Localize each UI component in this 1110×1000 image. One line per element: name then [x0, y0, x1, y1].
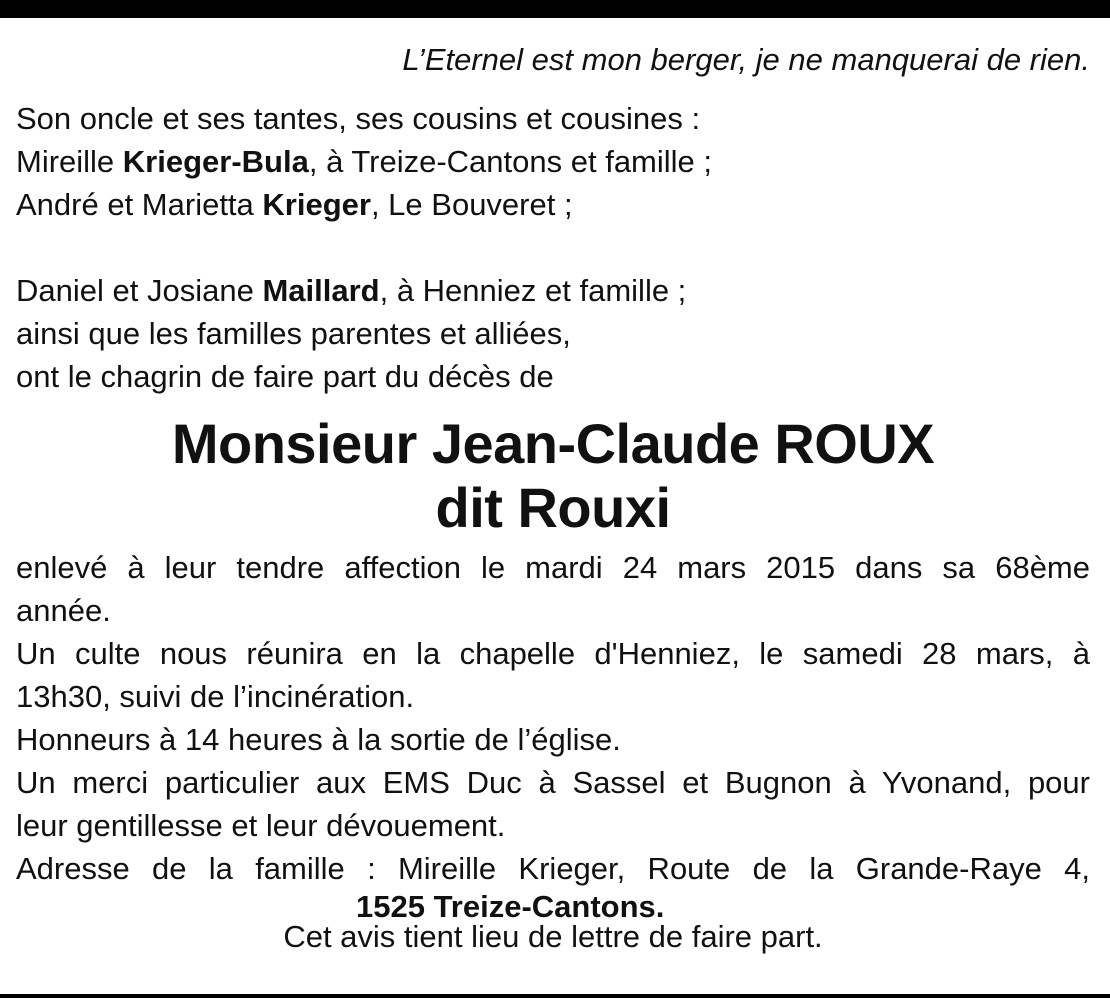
family-line-maillard: Daniel et Josiane Maillard, à Henniez et famille ;	[16, 273, 687, 308]
closing-note: Cet avis tient lieu de lettre de faire part.	[283, 919, 823, 954]
service-line: Un culte nous réunira en la chapelle d'Henniez, le samedi 28 mars, à	[16, 636, 1090, 671]
family-address: Adresse de la famille : Mireille Krieger, Route de la Grande-Raye 4,	[16, 851, 1090, 886]
surname: Maillard	[262, 273, 380, 308]
surname: Krieger	[262, 187, 371, 222]
service-line-end: 13h30, suivi de l’incinération.	[16, 679, 415, 714]
bottom-border-rule	[0, 994, 1110, 998]
thanks-line: Un merci particulier aux EMS Duc à Sassel et Bugnon à Yvonand, pour	[16, 765, 1090, 800]
deceased-name: Monsieur Jean-Claude ROUX	[171, 412, 935, 475]
surname: Krieger-Bula	[122, 144, 309, 179]
epigraph: L’Eternel est mon berger, je ne manquerai de rien.	[402, 42, 1090, 77]
death-date-line-end: année.	[16, 593, 111, 628]
thanks-line-end: leur gentillesse et leur dévouement.	[16, 808, 506, 843]
family-line-krieger: André et Marietta Krieger, Le Bouveret ;	[16, 187, 573, 222]
death-notice	[16, 38, 1090, 952]
top-border-rule	[0, 0, 1110, 18]
death-date-line: enlevé à leur tendre affection le mardi 24 mars 2015 dans sa 68ème	[16, 550, 1090, 585]
family-line-relatives: ainsi que les familles parentes et alliées,	[16, 316, 571, 351]
spacer	[16, 226, 1090, 269]
deceased-nickname: dit Rouxi	[435, 476, 671, 539]
announcement-line: ont le chagrin de faire part du décès de	[16, 359, 554, 394]
deceased-name-block	[16, 412, 1090, 540]
family-address-city: 1525 Treize-Cantons.	[356, 889, 665, 924]
family-intro: Son oncle et ses tantes, ses cousins et cousines :	[16, 101, 701, 136]
honours-line: Honneurs à 14 heures à la sortie de l’église.	[16, 722, 621, 757]
family-line-krieger-bula: Mireille Krieger-Bula, à Treize-Cantons et famille ;	[16, 144, 713, 179]
